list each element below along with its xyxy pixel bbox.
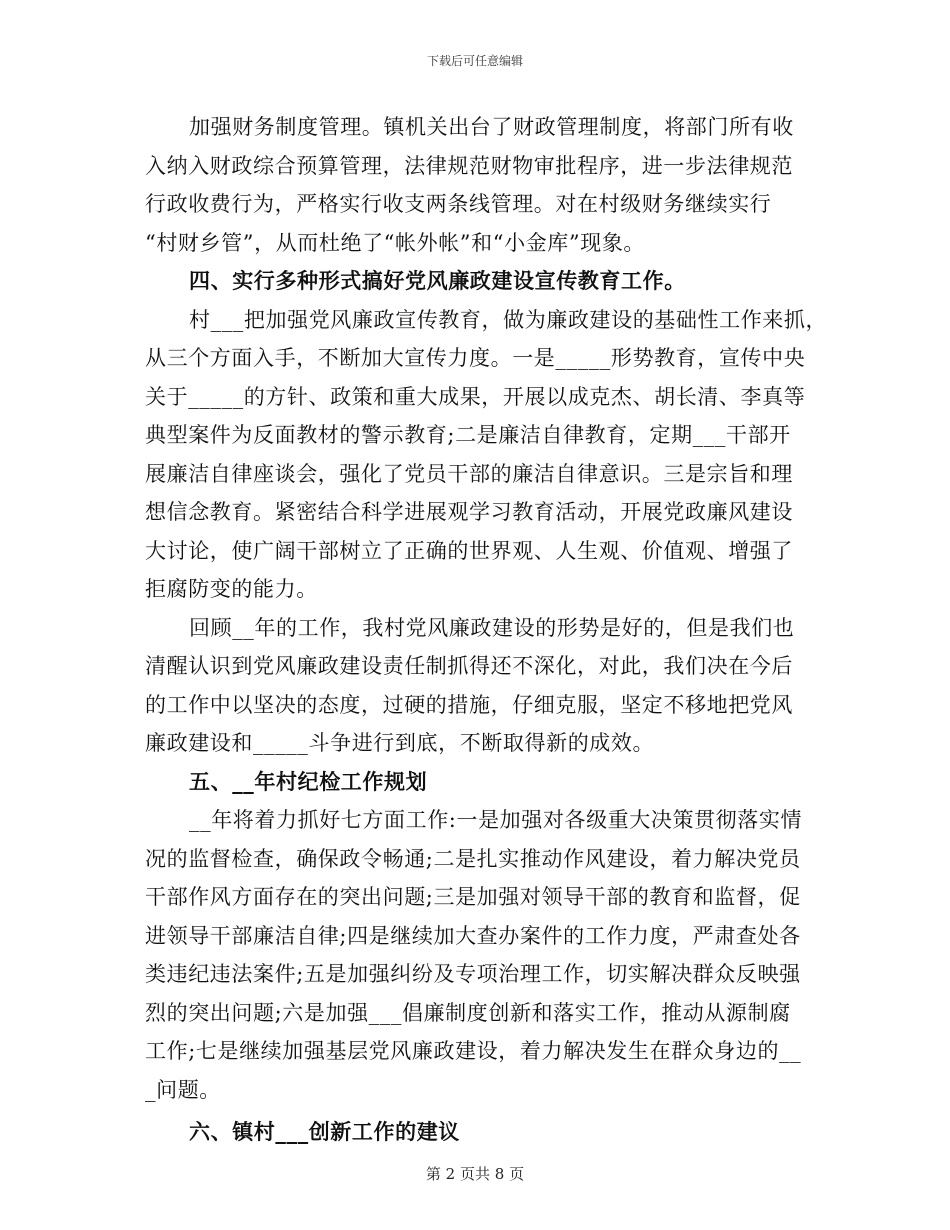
paragraph-line: 清醒认识到党风廉政建设责任制抓得还不深化，对此，我们决在今后 [145,654,793,678]
paragraph-line: 的工作中以坚决的态度，过硬的措施，仔细克服，坚定不移地把党风 [145,692,793,717]
paragraph-line: 从三个方面入手，不断加大宣传力度。一是_____形势教育，宣传中央 [145,346,806,370]
section-heading: 六、镇村___创新工作的建议 [189,1119,460,1144]
paragraph-line: _问题。 [145,1077,221,1102]
paragraph-line: 工作;七是继续加强基层党风廉政建设，着力解决发生在群众身边的__ [145,1039,802,1063]
paragraph-line: 大讨论，使广阔干部树立了正确的世界观、人生观、价值观、增强了 [145,538,793,563]
paragraph-line: 加强财务制度管理。镇机关出台了财政管理制度，将部门所有收 [189,115,794,139]
page-header: 下载后可任意编辑 [426,54,523,68]
paragraph-line: 想信念教育。紧密结合科学进展观学习教育活动，开展党政廉风建设 [145,500,793,524]
section-heading: 四、实行多种形式搞好党风廉政建设宣传教育工作。 [189,268,686,293]
paragraph-line: 行政收费行为，严格实行收支两条线管理。对在村级财务继续实行 [145,192,772,216]
paragraph-line: 况的监督检查，确保政令畅通;二是扎实推动作风建设，着力解决党员 [145,846,801,871]
paragraph-line: 入纳入财政综合预算管理，法律规范财物审批程序，进一步法律规范 [145,153,793,178]
paragraph-line: __年将着力抓好七方面工作:一是加强对各级重大决策贯彻落实情 [189,808,803,832]
paragraph-line: 展廉洁自律座谈会，强化了党员干部的廉洁自律意识。三是宗旨和理 [145,461,793,486]
paragraph-line: “村财乡管”，从而杜绝了“帐外帐”和“小金库”现象。 [145,230,646,255]
paragraph-line: 类违纪违法案件;五是加强纠纷及专项治理工作，切实解决群众反映强 [145,962,801,986]
paragraph-line: 典型案件为反面教材的警示教育;二是廉洁自律教育，定期___干部开 [145,423,791,447]
document-body [145,108,828,1152]
paragraph-line: 村___把加强党风廉政宣传教育，做为廉政建设的基础性工作来抓， [189,307,828,332]
section-heading: 五、__年村纪检工作规划 [189,768,428,794]
paragraph-line: 干部作风方面存在的突出问题;三是加强对领导干部的教育和监督，促 [145,885,801,909]
paragraph-line: 拒腐防变的能力。 [145,577,318,601]
paragraph-line: 关于_____的方针、政策和重大成果，开展以成克杰、胡长清、李真等 [145,384,806,409]
paragraph-line: 廉政建设和_____斗争进行到底，不断取得新的成效。 [145,731,655,755]
paragraph-line: 回顾__年的工作，我村党风廉政建设的形势是好的，但是我们也 [189,615,795,640]
paragraph-line: 烈的突出问题;六是加强___倡廉制度创新和落实工作，推动从源制腐 [145,1000,791,1025]
page-footer: 第 2 页共 8 页 [425,1165,525,1183]
paragraph-line: 进领导干部廉洁自律;四是继续加大查办案件的工作力度，严肃查处各 [145,923,801,948]
